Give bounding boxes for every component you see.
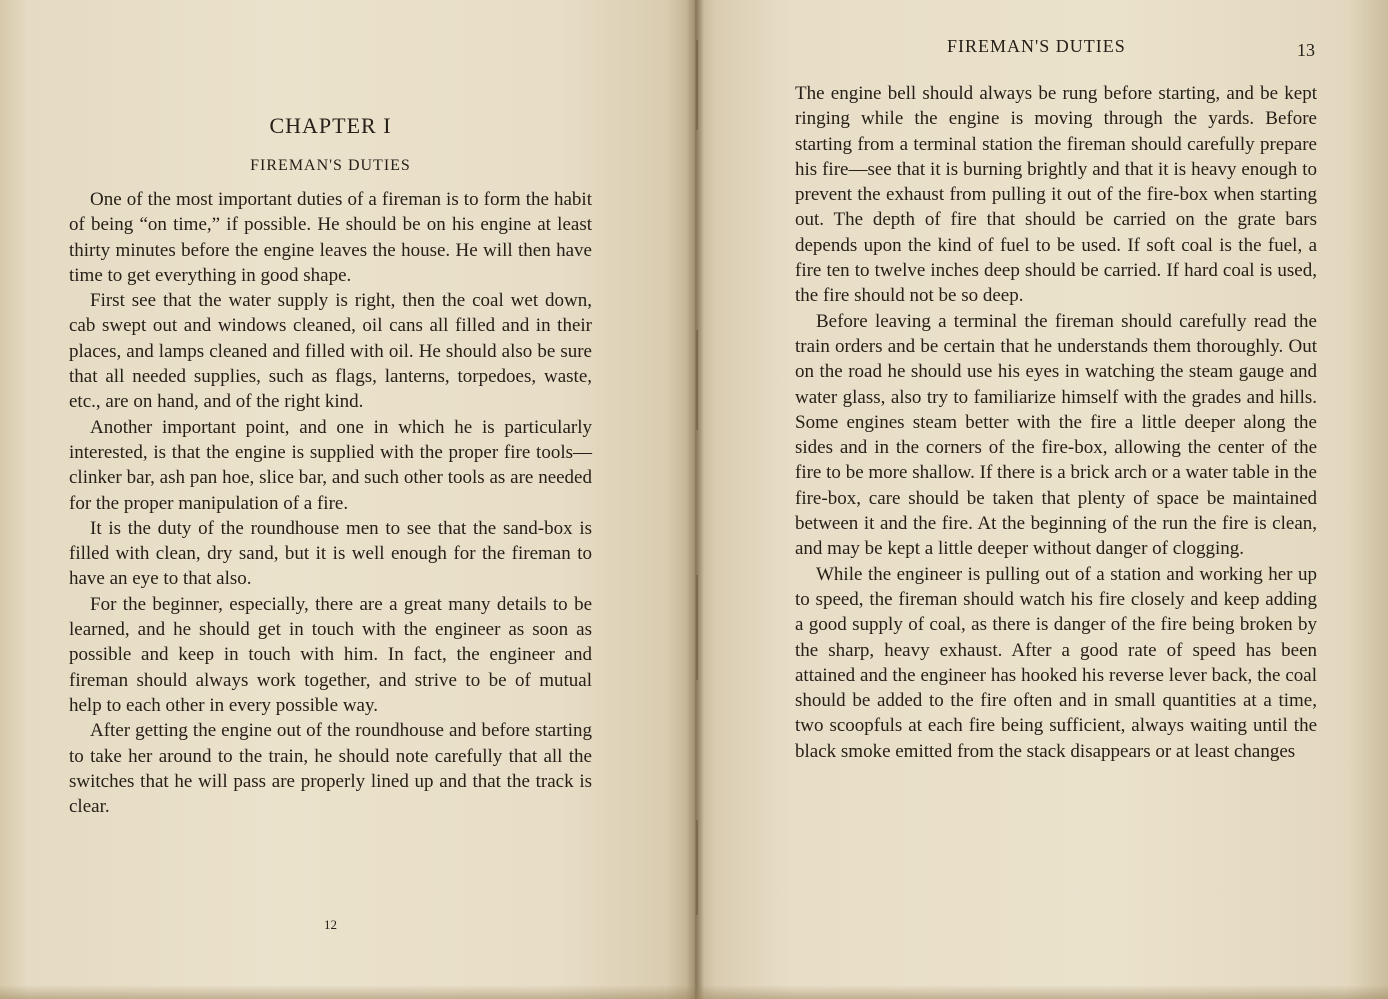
chapter-title: FIREMAN'S DUTIES (250, 157, 411, 174)
left-page-text (69, 187, 592, 819)
binding-stitch (696, 40, 698, 130)
paragraph: It is the duty of the roundhouse men to see that the sand-box is filled with clean, dry sand, but it is well enough for the fireman to have an eye to that also. (69, 517, 592, 590)
binding-stitch (696, 575, 698, 680)
paragraph: Another important point, and one in which he is particularly interested, is that the engine is supplied with the proper fire tools—clinker bar, ash pan hoe, slice bar, and such other tools as are needed for the proper manipulation of a fire. (69, 416, 592, 514)
paragraph: First see that the water supply is right, then the coal wet down, cab swept out and windows cleaned, oil cans all filled and in their places, and lamps cleaned and filled with oil. He should also be sure that all needed supplies, such as flags, lanterns, torpedoes, waste, etc., are on hand, and of the right kind. (69, 290, 592, 413)
paragraph: While the engineer is pulling out of a station and working her up to speed, the fireman should watch his fire closely and keep adding a good supply of coal, as there is danger of the fire being broken by the sharp, heavy exhaust. After a good rate of speed has been attained and the engineer has hooked his reverse lever back, the coal should be added to the fire often and in small quantities at a time, two scoopfuls at each fire being sufficient, always waiting until the black smoke emitted from the stack disappears or at least changes (795, 563, 1317, 762)
right-page-text (795, 81, 1317, 764)
running-head: FIREMAN'S DUTIES (947, 36, 1126, 56)
page-number-left: 12 (324, 917, 337, 932)
binding-stitch (696, 330, 698, 430)
page-number-right: 13 (1297, 40, 1315, 60)
binding-stitch (696, 820, 698, 915)
page-bottom-edge (0, 985, 1388, 999)
chapter-heading: CHAPTER I (269, 113, 392, 138)
book-gutter (686, 0, 704, 999)
paragraph: Before leaving a terminal the fireman should carefully read the train orders and be certain that he understands them thoroughly. Out on the road he should use his eyes in watching the steam gauge and water glass, also try to familiarize himself with the grades and hills. Some engines steam better with the fire a little deeper along the sides and in the corners of the fire-box, allowing the center of the fire to be more shallow. If there is a brick arch or a water table in the fire-box, care should be taken that plenty of space be maintained between it and the fire. At the beginning of the run the fire is clean, and may be kept a little deeper without danger of clogging. (795, 310, 1317, 560)
paragraph: The engine bell should always be rung before starting, and be kept ringing while the engine is moving through the yards. Before starting from a terminal station the fireman should carefully prepare his fire—see that it is burning brightly and that it is heavy enough to prevent the exhaust from pulling it out of the fire-box when starting out. The depth of fire that should be carried on the grate bars depends upon the kind of fuel to be used. If soft coal is the fuel, a fire ten to twelve inches deep should be carried. If hard coal is used, the fire should not be so deep. (795, 83, 1317, 307)
paragraph: One of the most important duties of a fireman is to form the habit of being “on time,” if possible. He should be on his engine at least thirty minutes before the engine leaves the house. He will then have time to get everything in good shape. (69, 189, 592, 286)
paragraph: After getting the engine out of the roundhouse and before starting to take her around to the train, he should note carefully that all the switches that he will pass are properly lined up and that the track is clear. (69, 720, 592, 818)
paragraph: For the beginner, especially, there are a great many details to be learned, and he should get in touch with the engineer as soon as possible and keep in touch with him. In fact, the engineer and fireman should always work together, and strive to be of mutual help to each other in every possible way. (69, 593, 592, 716)
